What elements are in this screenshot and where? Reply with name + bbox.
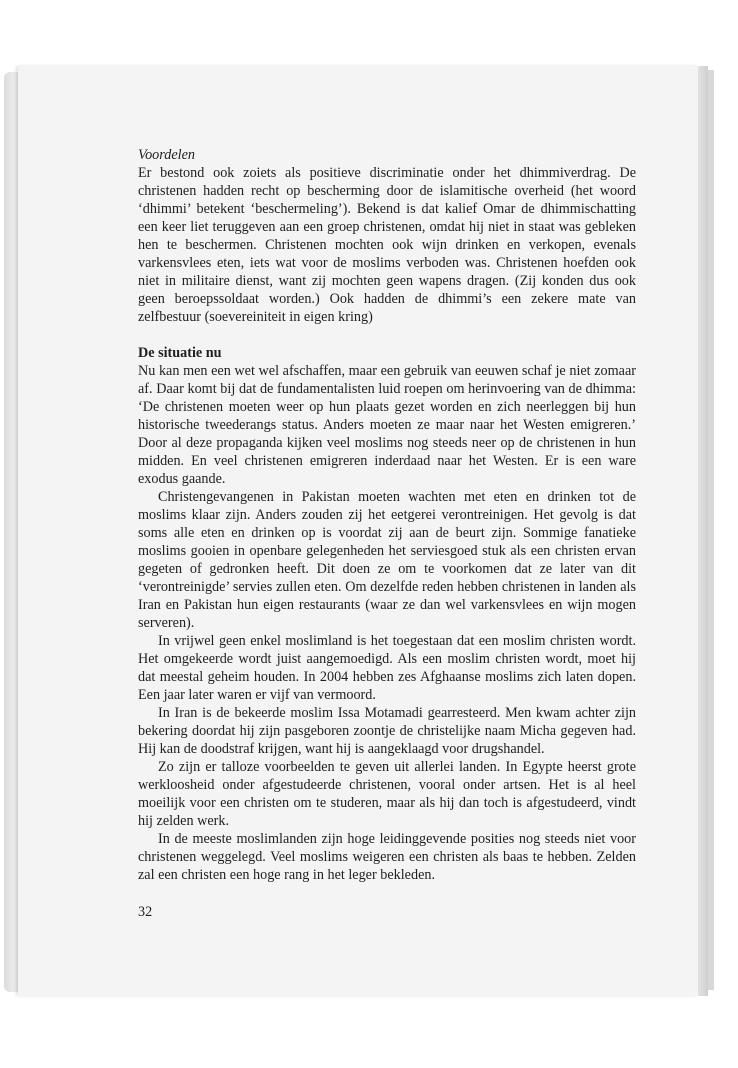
paragraph-situatie-5: Zo zijn er talloze voorbeelden te geven uit allerlei landen. In Egypte heerst grote werkloosheid onder afgestudeerde christenen, vooral onder artsen. Het is al heel moeilijk voor een christen om te studeren, maar als hij dan toch is afgestudeerd, vindt hij zelden werk. [138, 759, 636, 829]
page-right-edge [698, 66, 708, 996]
section-heading-situatie: De situatie nu [138, 345, 222, 361]
paragraph-situatie-2: Christengevangenen in Pakistan moeten wachten met eten en drinken tot de moslims klaar zijn. Anders zouden zij het eetgerei verontreinigen. Het gevolg is dat soms alle eten en drinken op is voordat zij aan de beurt zijn. Sommige fanatieke moslims gooien in openbare gelegenheden het serviesgoed stuk als een christen ervan gegeten of gedronken heeft. Dit doen ze om te voorkomen dat ze later van dit ‘verontreinigde’ servies zullen eten. Om dezelfde reden hebben christenen in landen als Iran en Pakistan hun eigen restaurants (waar ze dan wel varkensvlees en wijn mogen serveren). [138, 489, 636, 631]
page-right-shadow [708, 70, 714, 990]
paragraph-voordelen: Er bestond ook zoiets als positieve discriminatie onder het dhimmiverdrag. De christenen hadden recht op bescherming door de islamitische overheid (het woord ‘dhimmi’ betekent ‘beschermeling’). Bekend is dat kalief Omar de dhimmischatting een keer liet teruggeven aan een groep christenen, omdat hij niet in staat was gebleken hen te beschermen. Christenen mochten ook wijn drinken en verkopen, evenals varkensvlees eten, iets wat voor de moslims verboden was. Christenen hoefden ook niet in militaire dienst, want zij mochten geen wapens dragen. (Zij konden dus ook geen beroepssoldaat worden.) Ook hadden de dhimmi’s een zekere mate van zelfbestuur (soevereiniteit in eigen kring) [138, 165, 636, 325]
paragraph-situatie-1: Nu kan men een wet wel afschaffen, maar een gebruik van eeuwen schaf je niet zomaar af. Daar komt bij dat de fundamentalisten luid roepen om herinvoering van de dhimma: ‘De christenen moeten weer op hun plaats gezet worden en zich neerleggen bij hun historische tweederangs status. Anders moeten ze maar naar het Westen emigreren.’ Door al deze propaganda kijken veel moslims nog steeds neer op de christenen in hun midden. En veel christenen emigreren inderdaad naar het Westen. Er is een ware exodus gaande. [138, 363, 636, 487]
section-heading-voordelen: Voordelen [138, 147, 195, 163]
paragraph-situatie-3: In vrijwel geen enkel moslimland is het toegestaan dat een moslim christen wordt. Het omgekeerde wordt juist aangemoedigd. Als een moslim christen wordt, moet hij dat meestal geheim houden. In 2004 hebben zes Afghaanse moslims zich laten dopen. Een jaar later waren er vijf van vermoord. [138, 633, 636, 703]
page-number: 32 [138, 904, 153, 920]
paragraph-situatie-4: In Iran is de bekeerde moslim Issa Motamadi gearresteerd. Men kwam achter zijn bekering doordat hij zijn pasgeboren zoontje de christelijke naam Micha gegeven had. Hij kan de doodstraf krijgen, want hij is aangeklaagd voor drugshandel. [138, 705, 636, 757]
page-text-block [138, 146, 636, 884]
paragraph-situatie-6: In de meeste moslimlanden zijn hoge leidinggevende posities nog steeds niet voor christenen weggelegd. Veel moslims weigeren een christen als baas te hebben. Zelden zal een christen een hoge rang in het leger bekleden. [138, 831, 636, 883]
